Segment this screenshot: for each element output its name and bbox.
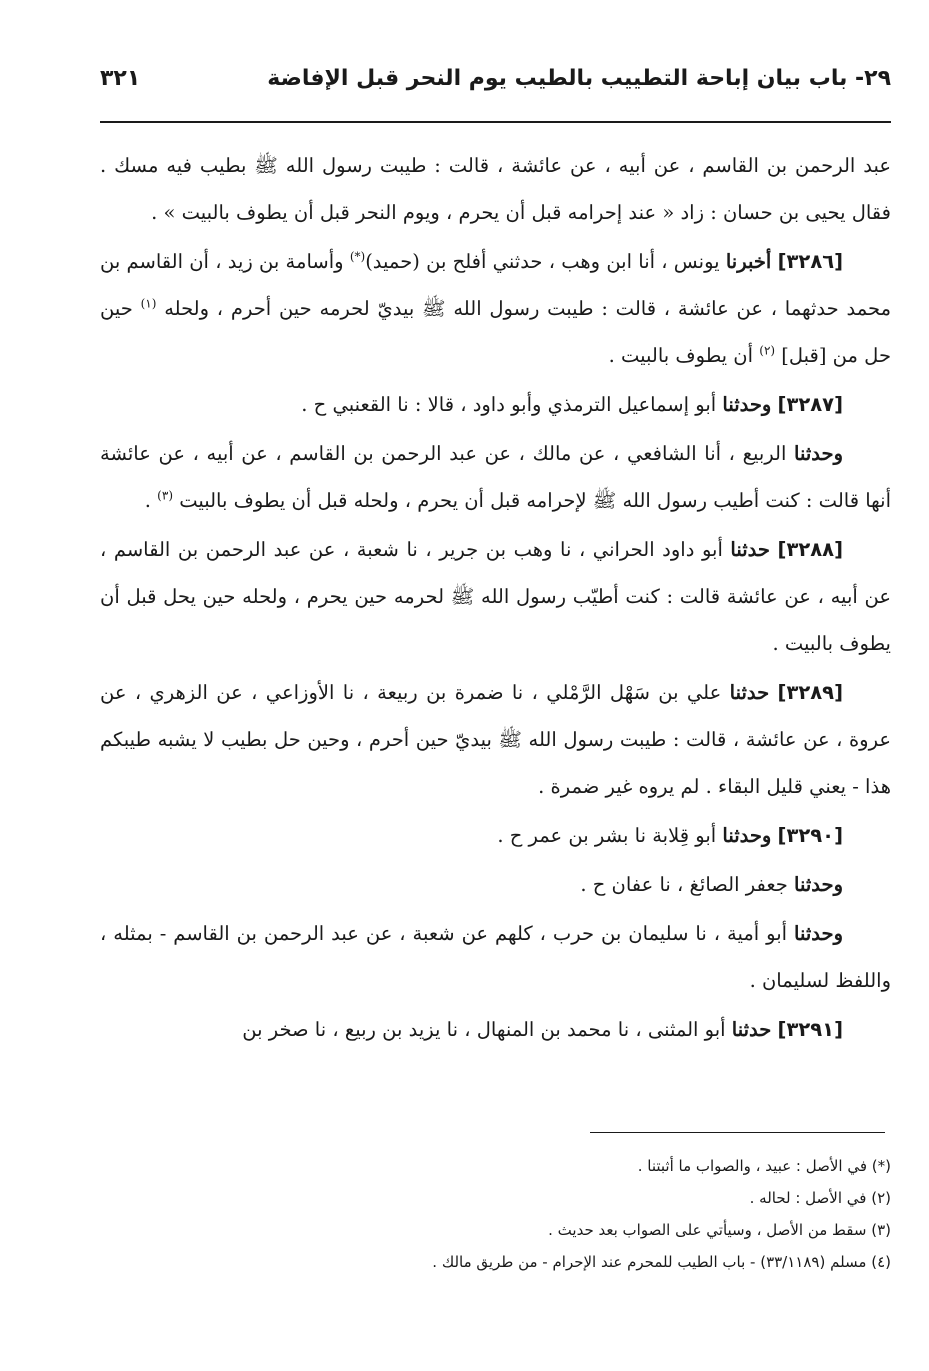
paragraph-text: جعفر الصائغ ، نا عفان ح . bbox=[580, 873, 788, 896]
paragraph-text: . bbox=[144, 489, 151, 512]
narration-keyword: وحدثنا bbox=[794, 873, 843, 896]
footnote-rule bbox=[590, 1132, 885, 1133]
hadith-3290 bbox=[100, 812, 891, 859]
hadith-3291 bbox=[100, 1006, 891, 1053]
hadith-3286 bbox=[100, 238, 891, 379]
paragraph-text: يونس ، أنا ابن وهب ، حدثني أفلح بن (حميد) bbox=[365, 250, 720, 273]
hadith-3288 bbox=[100, 526, 891, 667]
narration-keyword: حدثنا bbox=[731, 1018, 772, 1041]
header-rule bbox=[100, 121, 891, 123]
narration-keyword: حدثنا bbox=[730, 538, 770, 561]
paragraph-text: حين حل من [قبل] bbox=[100, 297, 891, 367]
paragraph-text: أبو داود الحراني ، نا وهب بن جرير ، نا شعبة ، عن عبد الرحمن بن القاسم ، عن أبيه ، عن عائشة قالت : كنت أطيّب رسول الله ﷺ لحرمه حين يحرم ، ولحله حين يحل قبل أن يطوف بالبيت . bbox=[100, 538, 891, 655]
narration-keyword: وحدثنا bbox=[722, 393, 772, 416]
hadith-number: [٣٢٨٧] bbox=[777, 393, 843, 416]
hadith-3290-chain-2 bbox=[100, 861, 891, 908]
paragraph-text: عبد الرحمن بن القاسم ، عن أبيه ، عن عائشة ، قالت : طيبت رسول الله ﷺ بطيب فيه مسك . فقال يحيى بن حسان : زاد « عند إحرامه قبل أن يحرم ، ويوم النحر قبل أن يطوف بالبيت » . bbox=[100, 154, 891, 224]
paragraph-continuation bbox=[100, 142, 891, 236]
page-number: ٣٢١ bbox=[100, 66, 141, 91]
narration-keyword: أخبرنا bbox=[725, 250, 772, 273]
hadith-text bbox=[100, 142, 891, 1055]
paragraph-text: علي بن سَهْل الرَّمْلي ، نا ضمرة بن ربيعة ، نا الأوزاعي ، عن الزهري ، عن عروة ، عن عائشة ، قالت : طيبت رسول الله ﷺ بيديّ حين أحرم ، وحين حل بطيب لا يشبه طيبكم هذا - يعني قليل البقاء . لم يروه غير ضمرة . bbox=[100, 681, 891, 798]
hadith-number: [٣٢٨٨] bbox=[777, 538, 843, 561]
paragraph-text: الربيع ، أنا الشافعي ، عن مالك ، عن عبد الرحمن بن القاسم ، عن أبيه ، عن عائشة أنها قالت : كنت أطيب رسول الله ﷺ لإحرامه قبل أن يحرم ، ولحله قبل أن يطوف بالبيت bbox=[100, 442, 891, 512]
hadith-3290-chain-3 bbox=[100, 910, 891, 1004]
footnote: (٣) سقط من الأصل ، وسيأتي على الصواب بعد حديث . bbox=[548, 1221, 891, 1239]
narration-keyword: وحدثنا bbox=[794, 442, 843, 465]
footnote: (٢) في الأصل : لحاله . bbox=[749, 1189, 891, 1207]
footnote: (*) في الأصل : عبيد ، والصواب ما أثبتنا . bbox=[637, 1157, 891, 1175]
footnote-marker: (١) bbox=[140, 296, 157, 311]
paragraph-text: أبو أمية ، نا سليمان بن حرب ، كلهم عن شعبة ، عن عبد الرحمن بن القاسم - بمثله ، واللفظ لسليمان . bbox=[100, 922, 891, 992]
footnote: (٤) مسلم (٣٣/١١٨٩) - باب الطيب للمحرم عند الإحرام - من طريق مالك . bbox=[432, 1253, 891, 1271]
hadith-number: [٣٢٩١] bbox=[777, 1018, 843, 1041]
hadith-3287-chain bbox=[100, 430, 891, 524]
paragraph-text: أبو قِلابة نا بشر بن عمر ح . bbox=[497, 824, 717, 847]
hadith-3287 bbox=[100, 381, 891, 428]
narration-keyword: وحدثنا bbox=[794, 922, 843, 945]
footnote-marker: (٣) bbox=[157, 488, 173, 503]
page-header bbox=[100, 62, 891, 102]
hadith-3289 bbox=[100, 669, 891, 810]
hadith-number: [٣٢٩٠] bbox=[777, 824, 843, 847]
footnote-marker: (*) bbox=[349, 249, 366, 264]
hadith-number: [٣٢٨٦] bbox=[777, 250, 844, 273]
narration-keyword: وحدثنا bbox=[722, 824, 772, 847]
paragraph-text: أبو إسماعيل الترمذي وأبو داود ، قالا : نا القعنبي ح . bbox=[301, 393, 717, 416]
chapter-title: ٢٩- باب بيان إباحة التطييب بالطيب يوم النحر قبل الإفاضة bbox=[267, 66, 891, 91]
hadith-number: [٣٢٨٩] bbox=[777, 681, 843, 704]
paragraph-text: أن يطوف بالبيت . bbox=[608, 344, 754, 367]
footnotes bbox=[100, 1150, 891, 1278]
footnote-marker: (٢) bbox=[759, 343, 776, 358]
narration-keyword: حدثنا bbox=[729, 681, 770, 704]
paragraph-text: وأسامة بن زيد ، أن القاسم بن محمد حدثهما ، عن عائشة ، قالت : طيبت رسول الله ﷺ بيديّ لحرمه حين أحرم ، ولحله bbox=[100, 250, 892, 320]
paragraph-text: أبو المثنى ، نا محمد بن المنهال ، نا يزيد بن ربيع ، نا صخر بن bbox=[242, 1018, 726, 1041]
